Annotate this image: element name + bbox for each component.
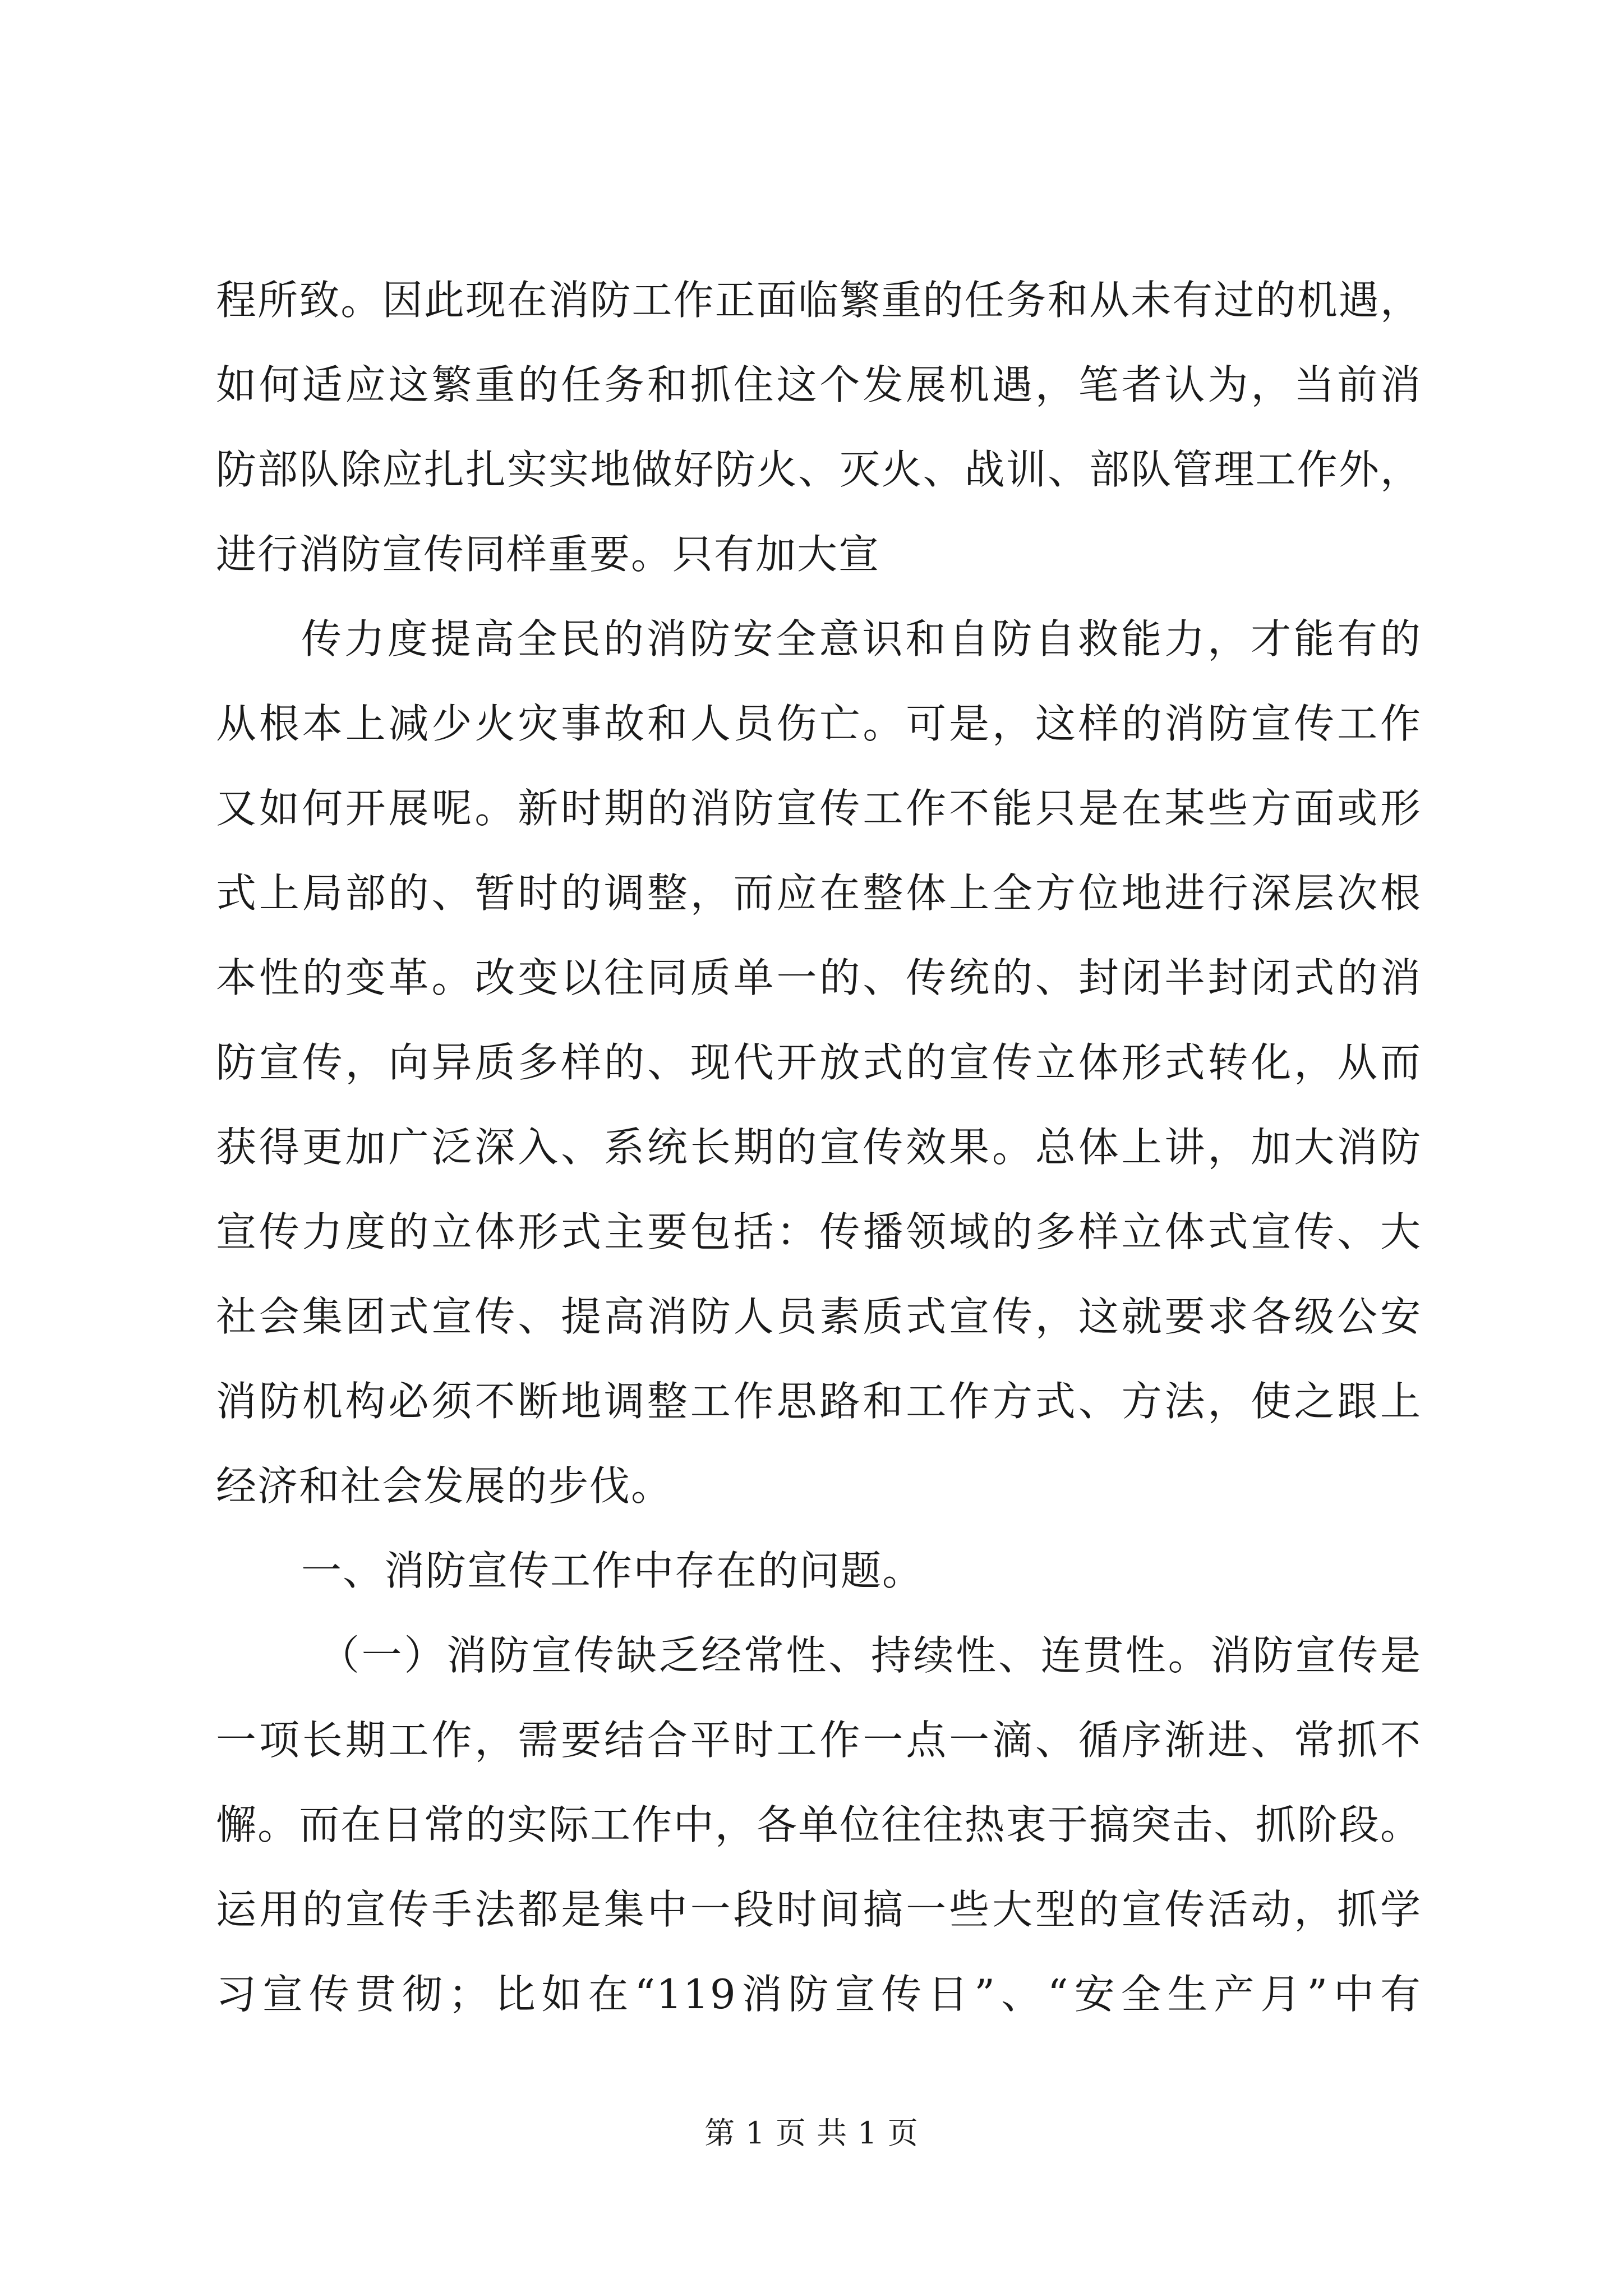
paragraph-2-line-2: 从根本上减少火灾事故和人员伤亡。可是，这样的消防宣传工作 <box>216 700 1422 747</box>
paragraph-2-line-3: 又如何开展呢。新时期的消防宣传工作不能只是在某些方面或形 <box>216 785 1422 832</box>
paragraph-2-line-4: 式上局部的、暂时的调整，而应在整体上全方位地进行深层次根 <box>216 869 1422 917</box>
paragraph-3-line-3: 懈。而在日常的实际工作中，各单位往往热衷于搞突击、抓阶段。 <box>216 1801 1422 1848</box>
paragraph-1-line-1: 程所致。因此现在消防工作正面临繁重的任务和从未有过的机遇， <box>216 277 1422 324</box>
paragraph-2-line-10: 消防机构必须不断地调整工作思路和工作方式、方法，使之跟上 <box>216 1378 1422 1425</box>
paragraph-3-line-5: 习宣传贯彻；比如在“119消防宣传日”、“安全生产月”中有 <box>216 1971 1422 2018</box>
paragraph-3-line-2: 一项长期工作，需要结合平时工作一点一滴、循序渐进、常抓不 <box>216 1717 1422 1764</box>
paragraph-1-line-3: 防部队除应扎扎实实地做好防火、灭火、战训、部队管理工作外， <box>216 446 1422 493</box>
paragraph-2-line-8: 宣传力度的立体形式主要包括：传播领域的多样立体式宣传、大 <box>216 1208 1422 1255</box>
section-heading: 一、消防宣传工作中存在的问题。 <box>301 1547 924 1594</box>
paragraph-2-line-7: 获得更加广泛深入、系统长期的宣传效果。总体上讲，加大消防 <box>216 1124 1422 1171</box>
paragraph-2-line-5: 本性的变革。改变以往同质单一的、传统的、封闭半封闭式的消 <box>216 954 1422 1001</box>
paragraph-2-line-6: 防宣传，向异质多样的、现代开放式的宣传立体形式转化，从而 <box>216 1039 1422 1086</box>
page-footer: 第 1 页 共 1 页 <box>704 2115 919 2151</box>
paragraph-1-line-2: 如何适应这繁重的任务和抓住这个发展机遇，笔者认为，当前消 <box>216 361 1422 408</box>
paragraph-3-line-1: （一）消防宣传缺乏经常性、持续性、连贯性。消防宣传是 <box>319 1632 1422 1679</box>
paragraph-2-line-1: 传力度提高全民的消防安全意识和自防自救能力，才能有的 <box>301 615 1422 662</box>
document-body <box>216 258 1422 2037</box>
paragraph-2-line-9: 社会集团式宣传、提高消防人员素质式宣传，这就要求各级公安 <box>216 1293 1422 1340</box>
paragraph-3-line-4: 运用的宣传手法都是集中一段时间搞一些大型的宣传活动，抓学 <box>216 1886 1422 1933</box>
paragraph-1-line-4: 进行消防宣传同样重要。只有加大宣 <box>216 531 880 578</box>
paragraph-2-line-11: 经济和社会发展的步伐。 <box>216 1462 673 1510</box>
